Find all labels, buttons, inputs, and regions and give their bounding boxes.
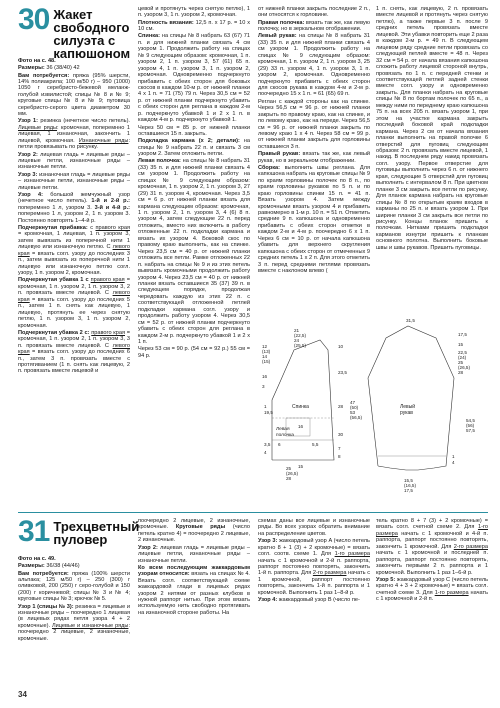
paragraph: схемах даны все лицевые и изнаночные ряды. Во всех узорах обратить внимание на распределение цветов. bbox=[258, 518, 370, 537]
dimension-label: (26,5) bbox=[286, 471, 299, 476]
paragraph: тель кратно 8 + 7 (3) + 2 кромочные) = вязать согл. счетной схеме 2. Для 1-го размера начать с 1 кромочной и 4-й п. раппорта, раппорт постоянно повторять, закончить 1 кромочной. Для 2-го размера начать с 1 кромочной и последней п. раппорта, раппорт постоянно повторять, закончить первыми 2 п. раппорта и 1 кромочной. Выполнить 1 раз 1–6-й р. bbox=[376, 518, 488, 576]
paragraph: Сборка: выполнить швы реглана. Для капюшона набрать на круговые спицы № 9 по краям горловины полочек по 8 п., по краям горловины рукавов по 5 п. и по краю горловины спинки 15 п. = 41 п. Вязать узором 4. Затем между кромочными вязать узором 4 и прибавить равномерно в 1-м р. 10 п. = 51 п. Отметить средние 9 п. капюшона и одновременно прибавить с обеих сторон отметки в каждом 2-м и 4-м р. поочередно 6 x 1 п. Через 6 см = 10 р. от начала капюшона убавить для верхнего скругления капюшона с обеих сторон от отмеченных 9 средних петель 1 x 2 п. Для этого отметить 3 п. перед средними петлями провязать вместе с наклоном влево ( bbox=[258, 164, 370, 275]
section-31-column-3 bbox=[258, 518, 370, 604]
paragraph: Узор 4: жаккардовый узор B (число пе- bbox=[258, 597, 360, 604]
paragraph: Ко всем последующим жаккардовым узорам относится: вязать на спицах № 4. Вязать согл. соответствующей схеме жаккардовой глади в лицевых рядах узором 2 нитями от разных клубков в нужной раппорт нитью. При этом вязать используемую нить свободно протягивать на изнаночной стороне работы. На bbox=[138, 564, 250, 616]
paragraph: Узор 2: лицевая гладь = лицевые ряды – лицевые петли, изнаночные ряды – изнаночные петли. bbox=[138, 544, 250, 564]
label-left-sleeve: Левый bbox=[400, 404, 416, 410]
paragraph: Узор 5: жаккардовый узор C (число петель кратно 4 + 3 + 2 кромочные) = вязать согл. счетной схеме 3. Для 1-го размера начать с 1 кромочной и 2-й п. bbox=[376, 576, 488, 603]
section-title: Жакет свободного силуэта с капюшоном bbox=[53, 7, 131, 61]
dimension-label: 4 bbox=[264, 450, 267, 455]
dimension-label: 54,5 bbox=[466, 418, 475, 423]
paragraph: Правый рукав: вязать так же, как левый рукав, но в зеркальном отображении. bbox=[258, 151, 370, 164]
paragraph: от нижней планки закрыть последние 2 п., они относятся к горловине. bbox=[258, 6, 370, 19]
dimension-label: 21 bbox=[294, 328, 300, 333]
paragraph: Спинка: на спицы № 8 набрать 63 (67) 71 п. и для нижней планки связать 4 см узором 1. Продолжить работу на спицах № 9 следующим образом: кромочная, 1 п. узором 2, 1 п. узором 3, 57 (61) 65 п. узором 4, 1 п. узором 3, 1 п. узором 2, кромочная. Одновременно подчеркнуто прибавить с обеих сторон для боковых скосов в каждом 10-м р. от нижней планки 4 x 1 п. = 71 (75) 79 п. Через 30,5 см = 52 р. от нижней планки подчеркнуто убавить с обеих сторон для реглана в каждом 2-м р. подчеркнуто убавкой 1 и 2 x 1 п. в каждом 4-м р. подчеркнуто убавкой 1. bbox=[138, 33, 250, 124]
dimension-label: 7 bbox=[338, 446, 341, 451]
label-left-sleeve-2: рукав bbox=[400, 410, 413, 416]
dimension-label: 15 bbox=[298, 464, 304, 469]
dimension-label: 28 bbox=[458, 370, 464, 375]
dimension-label: (22,5) bbox=[294, 333, 307, 338]
dimension-label: (26,5) bbox=[458, 365, 471, 370]
paragraph: Размеры: 36/38 (44/46) bbox=[18, 563, 80, 570]
paragraph: Подчеркнутая убавка 2 с: правого края = кромочная, 1 п. узором 2, 1 п. узором 3, 3 п. провязать вместе лицевой. С левого края = вязать согл. узору до последних 6 п., затем 3 п. провязать вместе с протягиванием (1 п. снять как лицевую, 2 п. провязать вместе лицевой и bbox=[18, 329, 131, 375]
sleeve-outline bbox=[368, 326, 454, 470]
section-number: 30 bbox=[18, 3, 50, 36]
dimension-label: 17,5 bbox=[458, 332, 467, 337]
dimension-label: 31,5 bbox=[406, 318, 415, 323]
section-30-column-1 bbox=[18, 58, 130, 376]
section-31-column-1 bbox=[18, 556, 130, 643]
paragraph: Подкладка кармана (x 2; детали): на спицы № 9 набрать 22 п. и связать 3 см узором 2. Затем отложить петли. bbox=[138, 138, 250, 158]
dimension-label: 16 bbox=[298, 424, 304, 429]
dimension-label: (25,5) bbox=[294, 343, 307, 348]
dimension-label: 25 bbox=[286, 466, 292, 471]
dimension-label: 16 bbox=[262, 374, 268, 379]
paragraph: Узор 3: жаккардовый узор A (число петель кратно 8 + 1 (3) + 2 кромочные) = вязать согл. соотв. схеме 1. Для 1-го размера начать с 1 кромочной и 2-й п. раппорта, раппорт постоянно повторять, закончить 1-й п. раппорта. Для 2-го размера начать с 1 кромочной, раппорт постоянно повторять, закончить 1-й п. раппорта и 1 кромочной. Выполнить 1 раз 1–8-й р. bbox=[258, 538, 370, 596]
dimension-label: 12 bbox=[262, 344, 268, 349]
dimension-label: 5,5 bbox=[312, 442, 319, 447]
paragraph: Узор 4: большой жемчужный узор (нечетное число петель). 1-й и 2-й р.: поперемнно 1 л, узором 3. 3-й и 4-й р.: поперемнно 1 л, узором 2, 1 п. узором 3. Постоянно повторять 1–4-й р. bbox=[18, 191, 131, 224]
paragraph: Подчеркнутая убавка 1 с правого края = кромочная, 1 п. узором 2, 1 п. узором 3, 2 п. провязать вместе лицевой. С левого края = вязать согл. узору до последних 5 п., затем 1 п. снять как лицевую, 1 лицевую, протянуть ее через снятую петлю, 1 п. узором 3, 1 п. узором 2, кромочная. bbox=[18, 277, 130, 329]
back-front-pieces bbox=[272, 340, 334, 460]
paragraph: Плотность вязания: 12,5 п. x 17 р. = 10 x 10 см. bbox=[138, 19, 251, 33]
section-number: 31 bbox=[18, 515, 50, 548]
label-spinka: Спинка bbox=[292, 404, 309, 410]
dimension-label: (56) bbox=[466, 423, 475, 428]
section-30-column-2 bbox=[138, 6, 250, 360]
page-number: 34 bbox=[18, 690, 27, 699]
section-divider bbox=[18, 512, 488, 513]
dimension-label: 47 bbox=[350, 400, 356, 405]
pattern-diagram bbox=[258, 318, 488, 498]
paragraph: Узор 2: лицевая гладь = лицевые ряды – лицевые петли, изнаночные ряды – изнаночные петли. bbox=[18, 151, 130, 171]
dimension-label: 19,5 bbox=[264, 410, 273, 415]
dimension-label: 15,5 bbox=[404, 478, 413, 483]
dimension-label: (16,5) bbox=[404, 483, 417, 488]
paragraph: Вам потребуется: пряжа (95% шерсти, 14% полиакрила; 100 м/50 г) – 950 (1000) 1050 г серебристо-бежевой меланж-голубой извилистой; спицы № 8 и № 9; круговые спицы № 8 и № 9; пуговица серебристо-серого цвета диаметром 30 мм. bbox=[18, 72, 130, 118]
dimension-label: (50) bbox=[350, 405, 359, 410]
dimension-label: 28 bbox=[286, 476, 292, 481]
section-31-column-4 bbox=[376, 518, 488, 603]
section-30-column-4 bbox=[376, 6, 488, 252]
paragraph: поочередно 2 лицевые, 2 изнаночные, кромочные. Круговые ряды (число петель кратно 4) = поочередно 2 лицевые, 2 изнаночные. bbox=[138, 518, 250, 544]
dimension-label: 10 bbox=[338, 344, 344, 349]
dimension-label: 28 bbox=[338, 404, 344, 409]
paragraph: Узор 1 (спицы № 3): резинка = лицевые и изнаночные ряды – поочередно 1 лицевая (в лицевых рядах петля узора 4 + 2 кромочные). Лицевые и изнаночные ряды: поочередно 2 лицевые, 2 изнаночные, кромочные. bbox=[18, 603, 130, 642]
label-left-front: Левая bbox=[276, 427, 290, 432]
dimension-label: (56,5) bbox=[350, 415, 363, 420]
paragraph: Левая полочка: на спицы № 8 набрать 31 (33) 35 п. и для нижней планки связать 4 см узором 1. Продолжить работу на спицах № 9 следующим образом: кромочная, 1 п. узором 2, 1 п. узором 3, 27 (29) 31 п. узором 4, кромочная. Через 3,5 см = 6 р. от нижней планки вязать для кармана следующим образом: кромочная, 1 п. узором 2, 1 п. узором 3, 4 (6) 8 п. узором 4, затем следующие 22 п. перед отложить, вместо них включить в работу отложенные 22 п. подкладки кармана и вязать их узором 4. Боковой скос по правому краю выполнить, как на спинке. Через 23,5 см = 40 р. от нижней планки отложить все петли. Рамке отложенных 22 п. набрать на спицы № 9 и из этих петель вывязать кромочными продолжить работу узором 4. Через 23,5 см = 40 р. от нижней планки вязать оставшиеся 35 (37) 39 п. в следующем порядке, продолжая чередовать каждую из этих 22 п. с соответствующей отложенной петлей подкладки кармана согл. узору и продолжить работу узором 4. Через 30,5 см = 52 р. от нижней планки подчеркнуто убавить с обеих сторон для реглана в каждом 2-м р. подчеркнуто убавкой 1 и 2 x 1 п. bbox=[138, 158, 251, 346]
paragraph: Узор 1: резинка (нечетное число петель). Лицевые ряды: кромочная, поперемнно 1 лицевая, 1 изнаночная, закончить 1 лицевой, кромочная. Изнаночные ряды: петли провязывать по рисунку. bbox=[18, 118, 130, 151]
dimension-label: 14 bbox=[262, 354, 268, 359]
sleeve-piece bbox=[368, 326, 454, 470]
dimension-label: (24) bbox=[458, 355, 467, 360]
label-left-front-2: полочка bbox=[276, 433, 294, 438]
paragraph: Фото на с. 48. bbox=[18, 58, 56, 64]
section-title: Трехцветный пуловер bbox=[53, 519, 140, 547]
paragraph: Фото на с. 49. bbox=[18, 556, 56, 562]
section-31-column-2 bbox=[138, 518, 250, 617]
dimension-label: 30 bbox=[338, 432, 344, 437]
dimension-label: 3,5 bbox=[264, 442, 271, 447]
dimension-label: (15) bbox=[262, 359, 271, 364]
paragraph: Подчеркнутая прибавка: с правого края = кромочная, 1 лицевая, 1 п. узором 3, затем вывязать из поперечной нити 1 лицевую или изнаночную петлю. С левого края = вязать согл. узору до последних 3 п., затем вывязать из поперечной нити 1 лицевую или изнаночную петлю согл. узору, 1 п. узором 2, кромочная. bbox=[18, 224, 131, 277]
dimension-label: 15 bbox=[458, 342, 464, 347]
paragraph: Вам потребуется: пряжа (100% шерсти альпака; 125 м/50 г) – 250 (300) г оливковой, 200 (250) г серо-голубой и 150 (200) г коричневой; спицы № 3 и № 4; круговые спицы № 3; крючок № 5. bbox=[18, 570, 130, 603]
paragraph: Размеры: 36 (38/40) 42 bbox=[18, 65, 80, 72]
paragraph: Узор 3: изнаночная гладь = лицевые ряды – изнаночные петли, изнаночные ряды – лицевые петли. bbox=[18, 171, 130, 191]
dimension-label: 17,5 bbox=[404, 488, 413, 493]
dimension-label: 53 bbox=[350, 410, 356, 415]
paragraph: Через 53 см = 90 р. (54 см = 92 р.) 55 см = 94 р. bbox=[138, 346, 250, 359]
paragraph: цевой и протянуть через снятую петлю), 1 п. узором 3, 1 п. узором 2, кромочная. bbox=[138, 6, 250, 19]
section-30-column-3 bbox=[258, 6, 370, 275]
dimension-label: 57,5 bbox=[466, 428, 475, 433]
dimension-label: 22,5 bbox=[458, 350, 467, 355]
paragraph: Реглан с каждой стороны как на спинке. Через 56,5 см = 96 р. от нижней планки закрыть по правому краю, как на спинке, и по левому краю, как на переде. Через 56,5 см = 96 р. от нижней планки закрыть по левому краю 1 x 4 п. Через 58 см = 99 р. от нижней планки закрыть для горловины оставшиеся 3 п. bbox=[258, 98, 370, 150]
dimension-label: 3 bbox=[262, 384, 265, 389]
dimension-label: 24 bbox=[294, 338, 300, 343]
paragraph: Через 50 см = 85 р. от нижней планки оставшиеся 15 п. закрыть. bbox=[138, 124, 250, 137]
paragraph: Правая полочка: вязать так же, как левую полочку, но в зеркальном отображении. bbox=[258, 19, 371, 33]
dimension-label: 25 bbox=[458, 360, 464, 365]
dimension-label: (13) bbox=[262, 349, 271, 354]
dimension-label: 1 bbox=[264, 404, 267, 409]
dimension-label: 6 bbox=[278, 442, 281, 447]
dimension-label: 1 bbox=[452, 454, 455, 459]
section-31-header bbox=[18, 515, 140, 548]
paragraph: Левый рукав: на спицы № 8 набрать 31 (33) 35 п. и для нижней планки связать 4 см узором 1. Продолжить работу на спицах № 9 следующим образом: кромочная, 1 п. узором 2, 1 п. узором 3, 25 (29) 33 п. узором 4, 1 п. узором 3, 1 п. узором 2, кромочная. Одновременно подчеркнуто прибавить с обеих сторон для скосов рукава в каждом 4-м и 2-м р. поочередно 15 x 1 п. = 61 (65) 69 п. bbox=[258, 33, 370, 98]
paragraph: 1 п. снять, как лицевую, 2 п. провязать вместе лицевой и протянуть через снятую петлю), а также первые 3 п. после 9 средних петель провязать вместе лицевой. Эти убавки повторить еще 2 раза в каждом 2-м р. = 49 п. В следующем лицевом ряду средние петли провязать со следующей петлей вместе = 48 п. Через 32 см = 54 р. от начала вязания капюшона сложить работу лицевой стороной внутрь, провязать по 1 п. с передней стенки и соответствующей петлей задней стенки вместе согл. узору и одновременно закрыть. Для планки набрать на круговые спицы № 8 по бортам полочек по 65 п., а между ними по переднему краю капюшона 75 п. на всех 205 п. вязать узором 1, при этом на участке кармана закрыть последний боковой край подкладки кармана. Через 2 см от начала вязания планки выполнить на правой полочке 6 отверстий для пуговиц следующим образом: 2 п. провязать вместе лицевой, 1 накид. В последнем ряду накид провязать согл. узору. Первое отверстие для пуговицы выполнить через 6 п. от нижнего края, следующие 5 отверстий для пуговиц выполнить с интервалом 8 п. При цветном планке 3 см закрыть все петли по рисунку. Для планок кармана набрать на круговые спицы № 8 по открытым краям входов в карманы по 25 п. и вязать узором 1. При ширине планки 3 см закрыть все петли по рисунку. Концы планок пришить к полочкам. Нитками пришить подкладки карманов изнутри пришить к планкам основного полотна. Выполнить боковые швы и швы рукавов. Пришить пуговицы. bbox=[376, 6, 488, 251]
dimension-label: 23,5 bbox=[338, 370, 347, 375]
dimension-label: 4 bbox=[452, 460, 455, 465]
back-outline bbox=[272, 340, 334, 460]
dimension-label: 8 bbox=[338, 454, 341, 459]
